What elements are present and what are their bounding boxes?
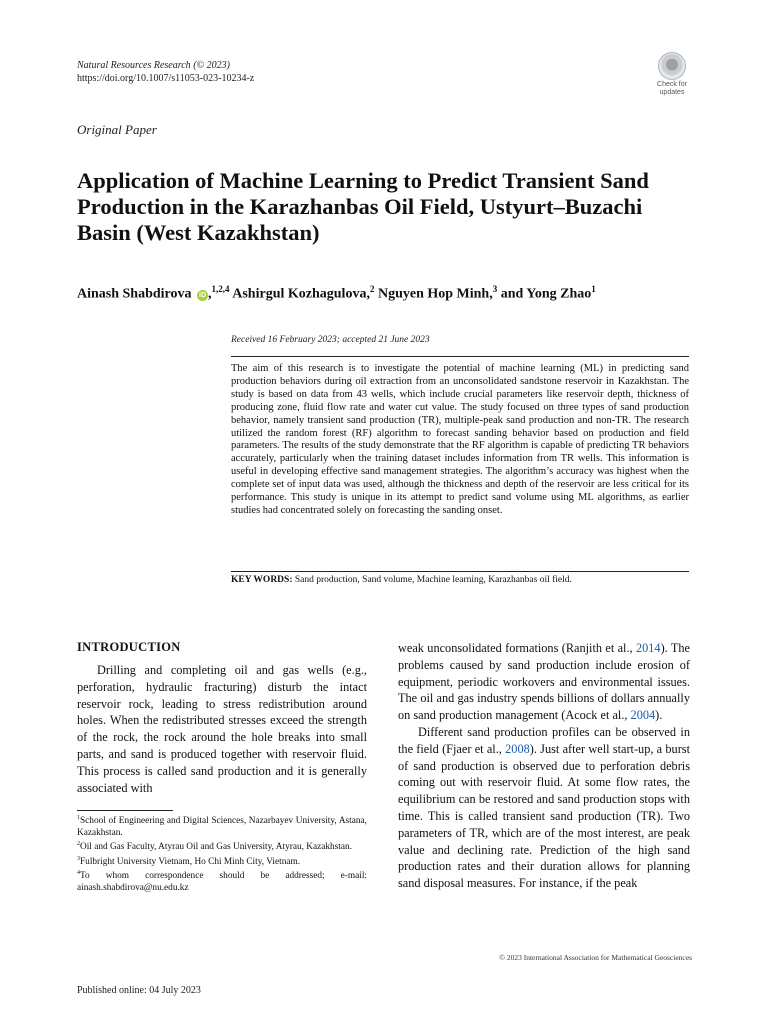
published-date: Published online: 04 July 2023: [77, 985, 201, 996]
author-name: Ainash Shabdirova: [77, 286, 192, 302]
footnote-text: School of Engineering and Digital Sciences, Nazarbayev University, Astana, Kazakhstan.: [77, 816, 367, 838]
text-run: weak unconsolidated formations (Ranjith et al.,: [398, 641, 636, 655]
footnote-text: Oil and Gas Faculty, Atyrau Oil and Gas University, Atyrau, Kazakhstan.: [80, 842, 352, 853]
left-column: [77, 662, 367, 796]
citation-link[interactable]: 2008: [505, 741, 530, 756]
footnote: [77, 839, 367, 854]
footnote-rule: [77, 810, 173, 811]
footnote-marker: 4: [77, 870, 80, 877]
abstract-top-rule: [231, 356, 689, 357]
paper-title: Application of Machine Learning to Predict Transient Sand Production in the Karazhanbas Oil Field, Ustyurt–Buzachi Basin (West Kazakhstan): [77, 168, 649, 245]
footnote: [77, 813, 367, 839]
footnote: [77, 854, 367, 869]
author-name: Nguyen Hop Minh,: [377, 286, 493, 302]
keywords: [231, 575, 689, 585]
footnote-marker: 3: [77, 855, 80, 862]
abstract: The aim of this research is to investigate the potential of machine learning (ML) in predicting sand production behaviors during oil extraction from an unconsolidated sandstone reservoir in Kazakhstan. The study is based on data from 43 wells, which include crucial parameters like reservoir depth, thickness of producing zone, fluid flow rate and water cut value. The study focused on three types of sand production behavior, namely transient sand production (TR), multiple-peak sand production and non-TR. The research utilized the random forest (RF) algorithm to forecast sanding behavior based on production and field parameters. The results of the study demonstrate that the RF algorithm is capable of predicting TR behaviors accurately, particularly when the training dataset includes information from TR wells. This information is useful in developing effective sand management strategies. The algorithm’s accuracy was highest when the complete set of input data was used, although the thickness and depth of the reservoir are less critical for its performance. This study is unique in its attempt to predict sand volume using ML algorithms, as earlier studies had concentrated solely on forecasting the sanding onset.: [231, 363, 689, 516]
footnote-text: To whom correspondence should be addressed; e-mail: ainash.shabdirova@nu.edu.kz: [77, 871, 367, 893]
intro-paragraph: Drilling and completing oil and gas wells (e.g., perforation, hydraulic fracturing) disturb the intact reservoir rock, leading to stress redistribution around holes. When the redistributed stresses exceed the strength of the rock, the rock around the hole breaks into small parts, and sand is produced together with reservoir fluid. This process is called sand production and it is generally associated with: [77, 663, 367, 795]
right-column: [398, 640, 690, 892]
badge-line2: updates: [659, 89, 685, 96]
journal-name: Natural Resources Research: [77, 60, 191, 71]
journal-year: (© 2023): [193, 60, 230, 71]
author-name: and Yong Zhao: [500, 286, 592, 302]
orcid-icon[interactable]: iD: [199, 291, 207, 299]
author-list: Ainash Shabdirova iD ,$^{1,2,4}$ Ashirgul Kozhagulova,$^2$ Nguyen Hop Minh,$^3$ and Yong Zhao$^1$: [77, 284, 596, 302]
text-run: ).: [655, 708, 663, 723]
footnote-marker: 1: [77, 815, 80, 821]
author-affiliation: 3: [492, 284, 498, 294]
text-run: Different sand production profiles can be observed in the field (Fjaer et al.,: [398, 724, 690, 756]
copyright: © 2023 International Association for Mathematical Geosciences: [499, 953, 692, 962]
journal-header: [77, 59, 254, 85]
text-run: ). The problems caused by sand production include erosion of equipment, periodic workovers and environmental issues. The oil and gas industry spends billions of dollars annually on sand production management (Acock et al.,: [398, 641, 690, 723]
paper-type: Original Paper: [77, 122, 157, 137]
citation-link[interactable]: 2004: [630, 708, 656, 723]
section-heading-introduction: INTRODUCTION: [77, 640, 181, 654]
author-affiliation: 1: [591, 284, 596, 294]
author-affiliation: 1,2,4: [211, 284, 230, 294]
abstract-bottom-rule: [231, 571, 689, 572]
doi-link[interactable]: https://doi.org/10.1007/s11053-023-10234-z: [77, 73, 255, 84]
received-dates: Received 16 February 2023; accepted 21 June 2023: [231, 335, 430, 345]
footnote: [77, 868, 367, 894]
check-updates-icon: [658, 52, 686, 80]
footnote-marker: 2: [77, 841, 80, 848]
keywords-text: Sand production, Sand volume, Machine learning, Karazhanbas oil field.: [294, 575, 572, 585]
footnotes: [77, 813, 367, 894]
intro-paragraph: [398, 724, 690, 892]
author-affiliation: 2: [369, 284, 375, 294]
citation-link[interactable]: 2014: [635, 641, 661, 655]
intro-paragraph: [398, 640, 690, 724]
footnote-text: Fulbright University Vietnam, Ho Chi Minh City, Vietnam.: [80, 856, 301, 867]
keywords-label: KEY WORDS:: [231, 575, 293, 585]
author-name: Ashirgul Kozhagulova,: [232, 286, 370, 302]
check-for-updates-badge[interactable]: [652, 52, 692, 97]
badge-line1: Check for: [657, 81, 687, 88]
text-run: ). Just after well start-up, a burst of sand production is observed due to perforation debris coming out with reservoir fluid. At some flow rates, the equilibrium can be restored and sand production stops with time. This is called transient sand production (TR). Two parameters of TR, which are of the most interest, are peak value and declining rate. Prediction of the high sand production rates and their duration allows for planning sand disposal measures. For instance, if the peak: [398, 741, 691, 891]
